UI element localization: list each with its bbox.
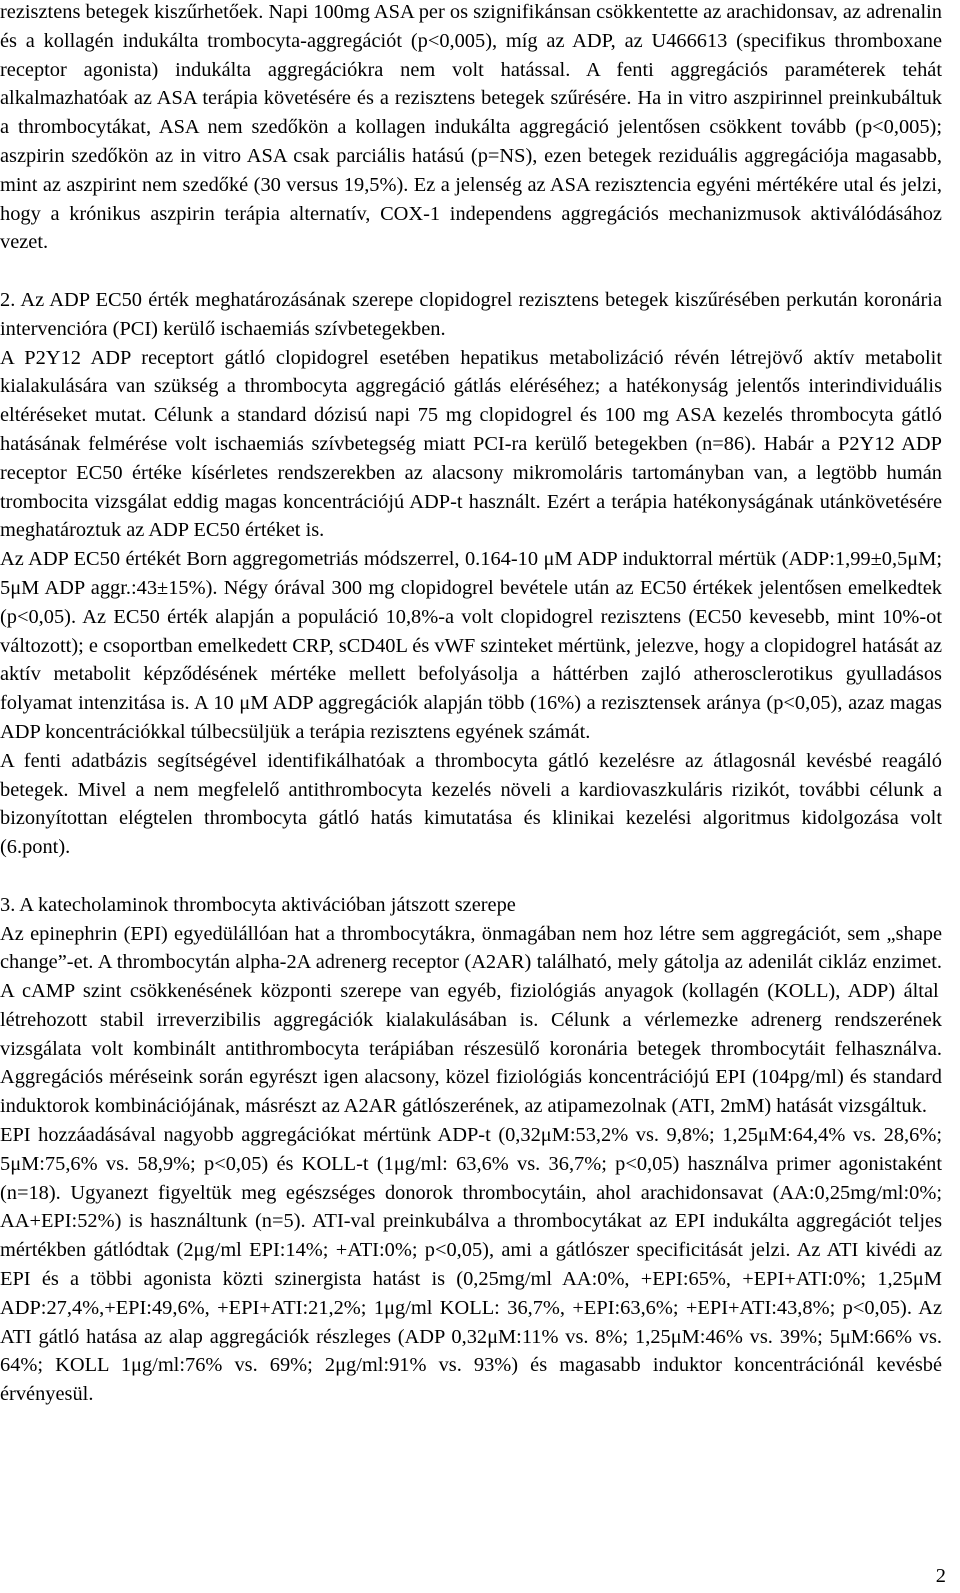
paragraph-ec50-results <box>0 545 942 747</box>
paragraph-epinephrin-intro <box>0 920 942 1122</box>
text-segment: Mivel a nem megfelelő antithrombocyta kezelés növeli a kardiovaszkuláris rizikót, további célunk a bizonyítottan elégtelen thrombocyta gátló hatás kimutatása és klinikai kezelési algoritmus kidolgozása volt (6.pont). <box>0 778 942 859</box>
text-segment: Az ADP EC50 értékét Born aggregometriás módszerrel, 0.164-10 μM ADP induktorral mértük (ADP:1,99±0,5μM; 5μM ADP aggr.:43±15%). <box>0 548 942 599</box>
heading-text: 2. Az ADP EC50 érték meghatározásának szerepe clopidogrel rezisztens betegek kiszűrésében perkután koronária intervencióra (PCI) kerülő ischaemiás szívbetegekben. <box>0 288 942 340</box>
text-segment: Az ATI gátló hatása az alap aggregációk részleges (ADP 0,32μM:11% vs. 8%; 1,25μM:46% vs. 39%; 5μM:66% vs. 64%; KOLL 1μg/ml:76% vs. 69%; 2μg/ml:91% vs. 93%) és magasabb induktor koncentrációnál kevésbé érvényesül. <box>0 1296 942 1406</box>
text-segment: Az EC50 érték alapján a populáció 10,8%-a volt clopidogrel rezisztens (EC50 kevesebb, mint 10%-ot változott); e csoportban emelkedett CRP, sCD40L és vWF szinteket mértünk, jelezve, hogy a clopidogrel hatását az aktív metabolit képződésének mértéke mellett befolyásolja a háttérben zajló atherosclerotikus gyulladásos folyamat intenzitása is. <box>0 605 942 715</box>
text-segment: A 10 μM ADP aggregációk alapján több (16%) a rezisztensek aránya (p<0,05), azaz magas ADP koncentrációkkal túlbecsüljük a terápia rezisztens egyének számát. <box>0 692 942 743</box>
text-segment: Négy órával 300 mg clopidogrel bevétele után az EC50 értékek jelentősen emelkedtek (p<0,05). <box>0 576 942 628</box>
text-segment: Ez a jelenség az ASA rezisztencia egyéni mértékére utal és jelzi, hogy a krónikus aszpirin terápia alternatív, COX-1 independens aggregációs mechanizmusok aktiválódásához vezet. <box>0 173 942 254</box>
text-segment: A thrombocytán alpha-2A adrenerg receptor (A2AR) található, mely gátolja az adenilát cikláz enzimet. <box>93 951 942 974</box>
text-segment: A P2Y12 ADP receptort gátló clopidogrel esetében hepatikus metabolizáció révén létrejövő aktív metabolit kialakulására van szükség a thrombocyta aggregáció gátlás eléréséhez; a hatékonyság jelentős interindividuális eltéréseket mutat. <box>0 346 942 427</box>
paragraph-clopidogrel-intro <box>0 344 942 546</box>
text-segment: Aggregációs méréseink során egyrészt igen alacsony, közel fiziológiás koncentrációjú EPI (104pg/ml) és standard induktorok kombinációjának, másrészt az A2AR gátlószerének, az atipamezolnak (ATI, 2mM) hatását vizsgáltuk. <box>0 1066 942 1118</box>
paragraph-epi-results <box>0 1121 942 1409</box>
text-segment: rezisztens betegek kiszűrhetőek. Napi 100mg ASA per os szignifikánsan csökkentette az arachidonsav, az adrenalin és a kollagén indukálta trombocyta-aggregációt (p<0,005), míg az ADP, az U466613 (specifikus thromboxane receptor agonista) indukálta aggregációkra nem volt hatással. A fenti aggregációs paraméterek tehát alkalmazhatóak az ASA terápia követésére és a rezisztens betegek szűrésére. <box>0 1 942 110</box>
text-segment: Ha in vitro aszpirinnel preinkubáltuk a thrombocytákat, ASA nem szedőkön a kollagen indukálta aggregáció jelentősen csökkent tovább (p<0,005); aszpirin szedőkön az in vitro ASA csak parciális hatású (p=NS), ezen betegek reziduális aggregációja magasabb, mint az aszpirint nem szedőké (30 versus 19,5%). <box>0 87 943 196</box>
text-segment: Ugyanezt figyeltük meg egészséges donorok thrombocytáin, ahol arachidonsavat (AA:0,25mg/ml:0%; AA+EPI:52%) is használtunk (n=5). <box>0 1181 942 1233</box>
section-heading-2 <box>0 286 942 344</box>
text-segment: A fenti adatbázis segítségével identifikálhatóak a thrombocyta gátló kezelésre az átlagosnál kevésbé reagáló betegek. <box>0 749 942 801</box>
text-segment: A cAMP szint csökkenésének központi szerepe van egyéb, fiziológiás anyagok (kollagén (KOLL), ADP) által létrehozott stabil irreverzibilis aggregációk kialakulásában is. <box>0 980 939 1031</box>
text-segment: Az epinephrin (EPI) egyedülállóan hat a thrombocytákra, önmagában nem hoz létre sem aggregációt, sem „shape change”-et. <box>0 922 942 974</box>
heading-text: 3. A katecholaminok thrombocyta aktivációban játszott szerepe <box>0 893 516 916</box>
text-segment: Célunk a standard dózisú napi 75 mg clopidogrel és 100 mg ASA kezelés thrombocyta gátló hatásának felmérése volt ischaemiás szívbetegség miatt PCI-ra kerülő betegekben (n=86). <box>0 404 942 455</box>
text-segment: ATI-val preinkubálva a thrombocytákat az EPI indukálta aggregációt teljes mértékben gátlódtak (2μg/ml EPI:14%; +ATI:0%; p<0,05), ami a gátlószer specificitását jelzi. <box>0 1210 942 1262</box>
paragraph-asa-results <box>0 0 942 257</box>
section-heading-3 <box>0 891 942 920</box>
text-segment: Ezért a terápia hatékonyságának utánkövetésére meghatároztuk az ADP EC50 értéket is. <box>0 490 942 542</box>
text-segment: Az ATI kivédi az EPI és a többi agonista közti szinergista hatást is (0,25mg/ml AA:0%, +EPI:65%, +EPI+ATI:0%; 1,25μM ADP:27,4%,+EPI:49,6%, +EPI+ATI:21,2%; 1μg/ml KOLL: 36,7%, +EPI:63,6%; +EPI+ATI:43,8%; p<0,05). <box>0 1239 942 1319</box>
text-segment: EPI hozzáadásával nagyobb aggregációkat mértünk ADP-t (0,32μM:53,2% vs. 9,8%; 1,25μM:64,4% vs. 28,6%; 5μM:75,6% vs. 58,9%; p<0,05) és KOLL-t (1μg/ml: 63,6% vs. 36,7%; p<0,05) használva primer agonistaként (n=18). <box>0 1124 942 1204</box>
page-number: 2 <box>935 1565 946 1587</box>
text-segment: Habár a P2Y12 ADP receptor EC50 értéke kísérletes rendszerekben az alacsony mikromoláris tartományban van, a legtöbb humán trombocita vizsgálat eddig magas koncentrációjú ADP-t használt. <box>0 432 942 513</box>
paragraph-database <box>0 747 942 862</box>
text-segment: Célunk a vérlemezke adrenerg rendszerének vizsgálata volt kombinált antithrombocyta terápiában részesülő koronária betegek thrombocytáit felhasználva. <box>0 1008 942 1060</box>
